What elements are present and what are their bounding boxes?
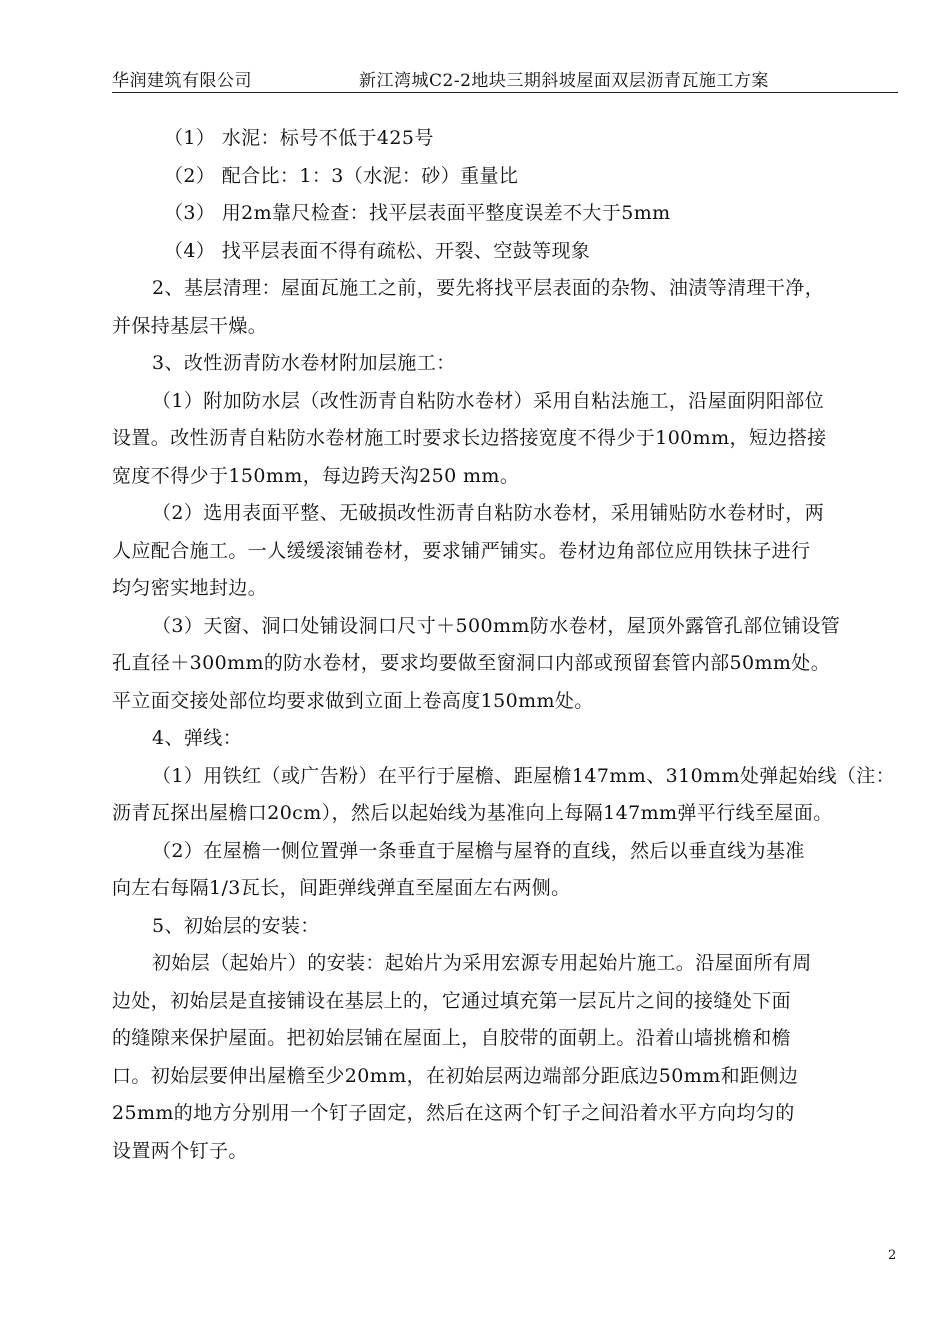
text-line: 4、弹线：: [152, 727, 243, 749]
text-line: 口。初始层要伸出屋檐至少20mm，在初始层两边端部分距底边50mm和距侧边: [112, 1064, 799, 1087]
page-number: 2: [888, 1248, 897, 1263]
text-line: 孔直径＋300mm的防水卷材，要求均要做至窗洞口内部或预留套管内部50mm处。: [112, 652, 831, 674]
text-line: （1）附加防水层（改性沥青自粘防水卷材）采用自粘法施工，沿屋面阴阳部位: [152, 389, 825, 412]
text-line: （2）在屋檐一侧位置弹一条垂直于屋檐与屋脊的直线，然后以垂直线为基准: [152, 839, 805, 862]
text-line: 平立面交接处部位均要求做到立面上卷高度150mm处。: [112, 689, 594, 712]
text-line: 设置。改性沥青自粘防水卷材施工时要求长边搭接宽度不得少于100mm，短边搭接: [112, 427, 827, 449]
text-line: 均匀密实地封边。: [112, 577, 268, 599]
page-header: [112, 62, 898, 93]
text-line: 宽度不得少于150mm，每边跨天沟250 mm。: [112, 464, 520, 487]
header-document-title: 新江湾城C2-2地块三期斜坡屋面双层沥青瓦施工方案: [359, 71, 769, 91]
text-line: （4） 找平层表面不得有疏松、开裂、空鼓等现象: [164, 239, 591, 262]
text-line: （2） 配合比：1：3（水泥：砂）重量比: [164, 164, 519, 187]
text-line: （3） 用2m靠尺检查：找平层表面平整度误差不大于5mm: [164, 202, 671, 224]
text-line: （3）天窗、洞口处铺设洞口尺寸＋500mm防水卷材，屋顶外露管孔部位铺设管: [152, 614, 841, 637]
text-line: 并保持基层干燥。: [112, 314, 268, 337]
text-line: 初始层（起始片）的安装：起始片为采用宏源专用起始片施工。沿屋面所有周: [152, 952, 812, 974]
text-line: 边处，初始层是直接铺设在基层上的，它通过填充第一层瓦片之间的接缝处下面: [112, 989, 792, 1012]
header-company-name: 华润建筑有限公司: [112, 71, 252, 91]
text-line: 5、初始层的安装：: [152, 914, 320, 937]
text-line: （1）用铁红（或广告粉）在平行于屋檐、距屋檐147mm、310mm处弹起始线（注：: [152, 764, 896, 787]
text-line: 向左右每隔1/3瓦长，间距弹线弹直至屋面左右两侧。: [112, 877, 571, 899]
text-line: 2、基层清理：屋面瓦施工之前，要先将找平层表面的杂物、油渍等清理干净，: [152, 277, 825, 299]
text-line: （2）选用表面平整、无破损改性沥青自粘防水卷材，采用铺贴防水卷材时，两: [152, 502, 825, 524]
text-line: （1） 水泥：标号不低于425号: [164, 127, 434, 149]
text-line: 人应配合施工。一人缓缓滚铺卷材，要求铺严铺实。卷材边角部位应用铁抹子进行: [112, 539, 811, 562]
text-line: 3、改性沥青防水卷材附加层施工：: [152, 352, 456, 374]
text-line: 25mm的地方分别用一个钉子固定，然后在这两个钉子之间沿着水平方向均匀的: [112, 1102, 795, 1124]
text-line: 的缝隙来保护屋面。把初始层铺在屋面上，自胶带的面朝上。沿着山墙挑檐和檐: [112, 1027, 792, 1049]
document-body: [112, 120, 898, 1170]
text-line: 沥青瓦探出屋檐口20cm），然后以起始线为基准向上每隔147mm弹平行线至屋面。: [112, 802, 833, 824]
text-line: 设置两个钉子。: [112, 1139, 248, 1162]
